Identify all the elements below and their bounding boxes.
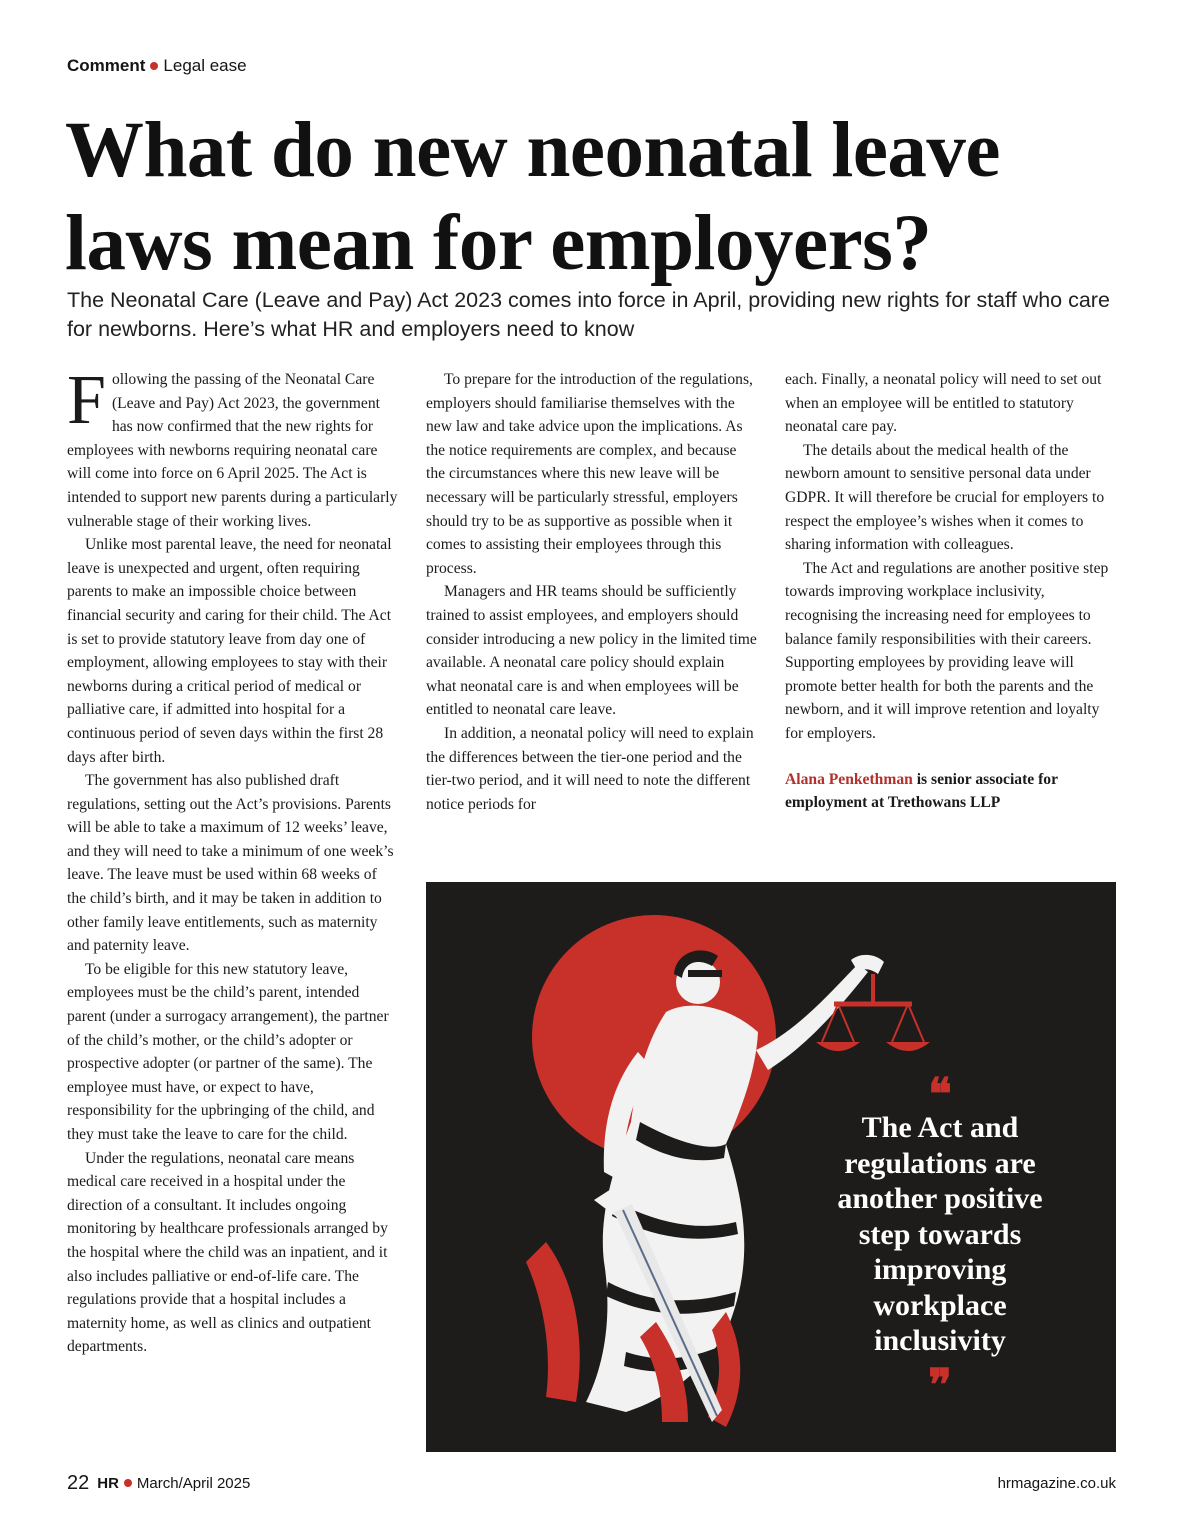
section-kicker <box>67 56 247 76</box>
section-name: Comment <box>67 56 146 75</box>
body-paragraph: Managers and HR teams should be sufficiently trained to assist employees, and employers should consider introducing a new policy in the limited time available. A neonatal care policy should explain what neonatal care is and when employees will be entitled to neonatal care leave. <box>426 583 757 719</box>
open-quote-icon: ❝ <box>928 1070 952 1119</box>
author-byline <box>785 768 1115 815</box>
subsection-name: Legal ease <box>163 56 247 75</box>
page-number: 22 <box>67 1472 90 1494</box>
issue-date: March/April 2025 <box>136 1475 251 1492</box>
body-column-2 <box>426 368 758 816</box>
footer-folio <box>67 1472 250 1495</box>
bullet-dot-icon <box>124 1479 132 1487</box>
pull-quote <box>810 1070 1070 1410</box>
body-paragraph: The government has also published draft regulations, setting out the Act’s provisions. Parents will be able to take a maximum of 12 weeks’ leave, and they will need to take a minimum of one week’s leave. The leave must be used within 68 weeks of the child’s birth, and it may be taken in addition to other family leave entitlements, such as maternity and paternity leave. <box>67 772 394 955</box>
body-paragraph: To be eligible for this new statutory leave, employees must be the child’s parent, intended parent (under a surrogacy arrangement), the partner of the child’s mother, or the child’s adopter or prospective adopter (or partner of the same). The employee must have, or expect to have, responsibility for the upbringing of the child, and they must take the leave to care for the child. <box>67 960 389 1143</box>
body-paragraph: each. Finally, a neonatal policy will need to set out when an employee will be entitled to statutory neonatal care pay. <box>785 371 1102 436</box>
body-column-1 <box>67 362 399 1359</box>
body-paragraph: To prepare for the introduction of the regulations, employers should familiarise themselves with the new law and take advice upon the implications. As the notice requirements are complex, and because the circumstances where this new leave will be necessary will be particularly stressful, employers should try to be as supportive as possible when it comes to assisting their employees through this process. <box>426 371 753 577</box>
bullet-dot-icon <box>150 62 158 70</box>
magazine-name: HR <box>97 1475 119 1492</box>
body-paragraph: The details about the medical health of the newborn amount to sensitive personal data under GDPR. It will therefore be crucial for employers to respect the employee’s wishes when it comes to sharing information with colleagues. <box>785 441 1105 554</box>
author-name: Alana Penkethman <box>785 770 913 788</box>
standfirst: The Neonatal Care (Leave and Pay) Act 2023 comes into force in April, providing new rights for staff who care for newborns. Here’s what HR and employers need to know <box>67 288 1110 341</box>
author-role: is senior associate for employment at Trethowans LLP <box>785 770 1058 812</box>
body-paragraph: In addition, a neonatal policy will need to explain the differences between the tier-one period and the tier-two period, and it will need to note the different notice periods for <box>426 724 754 813</box>
footer-website: hrmagazine.co.uk <box>997 1475 1116 1492</box>
headline: What do new neonatal leave laws mean for employers? <box>65 107 1000 287</box>
body-column-3 <box>785 368 1115 815</box>
pull-quote-text: The Act and regulations are another positive step towards improving workplace inclusivity <box>837 1111 1043 1357</box>
body-paragraph: Unlike most parental leave, the need for neonatal leave is unexpected and urgent, often requiring parents to make an impossible choice between financial security and caring for their child. The Act is set to provide statutory leave from day one of employment, allowing employees to stay with their newborns during a critical period of medical or palliative care, if admitted into hospital for a continuous period of seven days within the first 28 days after birth. <box>67 536 392 766</box>
close-quote-icon: ❞ <box>928 1360 952 1410</box>
body-paragraph: Following the passing of the Neonatal Care (Leave and Pay) Act 2023, the government has now confirmed that the new rights for employees with newborns requiring neonatal care will come into force on 6 April 2025. The Act is intended to support new parents during a particularly vulnerable stage of their working lives. <box>67 362 398 530</box>
drop-cap: F <box>67 362 106 439</box>
body-paragraph: Under the regulations, neonatal care means medical care received in a hospital under the direction of a consultant. It includes ongoing monitoring by healthcare professionals arranged by the hospital where the child was an inpatient, and it also includes palliative or end-of-life care. The regulations provide that a hospital includes a maternity home, as well as clinics and outpatient departments. <box>67 1149 388 1356</box>
body-paragraph: The Act and regulations are another positive step towards improving workplace inclusivity, recognising the increasing need for employees to balance family responsibilities with their careers. Supporting employees by providing leave will promote better health for both the parents and the newborn, and it will improve retention and loyalty for employers. <box>785 559 1109 742</box>
